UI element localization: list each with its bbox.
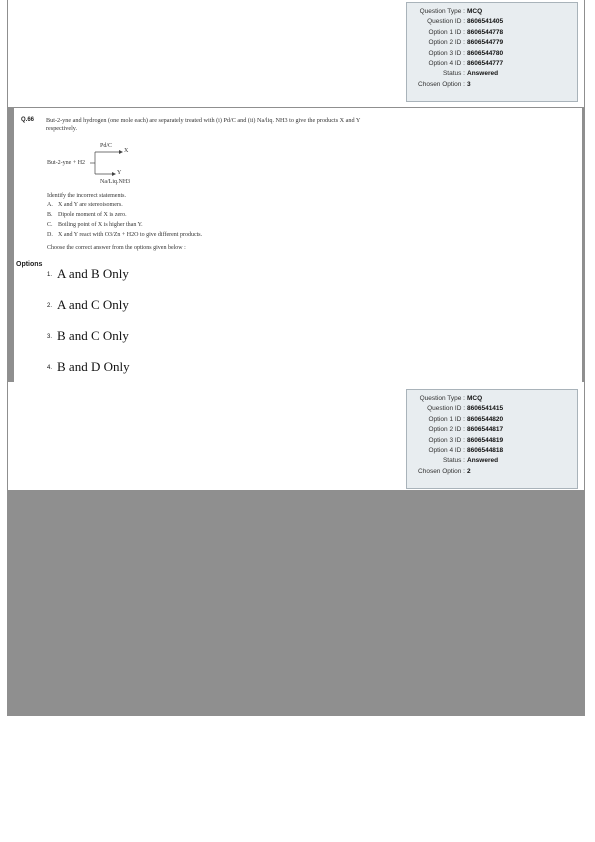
option-item xyxy=(47,359,130,375)
info-value: 8606544819 xyxy=(467,436,504,444)
info-row xyxy=(407,28,577,38)
question-panel xyxy=(14,108,582,382)
instruction: Identify the incorrect statements. xyxy=(47,193,126,199)
info-value: 8606544779 xyxy=(467,39,504,47)
info-row xyxy=(407,425,577,435)
info-row xyxy=(407,404,577,414)
info-key: Option 3 ID : xyxy=(428,49,465,57)
question-number: Q.66 xyxy=(21,117,35,123)
info-row xyxy=(407,80,577,90)
option-item xyxy=(47,328,129,344)
info-key: Option 1 ID : xyxy=(428,28,465,36)
question-info-box-bottom xyxy=(406,389,578,489)
statement-letter: D. xyxy=(47,232,53,238)
option-item xyxy=(47,266,129,282)
option-number: 4. xyxy=(47,365,53,372)
info-value: 8606541415 xyxy=(467,405,504,413)
statement-text: X and Y react with O3/Zn + H2O to give different products. xyxy=(58,232,203,238)
option-text: A and C Only xyxy=(57,297,129,312)
info-key: Option 2 ID : xyxy=(428,39,465,47)
statement-letter: A. xyxy=(47,202,53,208)
statement-item xyxy=(47,212,127,218)
info-row xyxy=(407,436,577,446)
info-row xyxy=(407,17,577,27)
info-row xyxy=(407,394,577,404)
statement-text: Dipole moment of X is zero. xyxy=(58,212,127,218)
option-text: A and B Only xyxy=(57,266,129,281)
info-row xyxy=(407,446,577,456)
info-value: 8606544777 xyxy=(467,60,504,68)
info-row xyxy=(407,38,577,48)
info-key: Option 4 ID : xyxy=(428,60,465,68)
info-value: 8606544780 xyxy=(467,49,504,57)
question-info-box-top xyxy=(406,2,578,102)
info-value: MCQ xyxy=(467,8,483,15)
statement-letter: C. xyxy=(47,222,53,228)
info-key: Status : xyxy=(442,70,465,78)
info-key: Question ID : xyxy=(427,405,465,413)
info-value: 8606544778 xyxy=(467,28,504,36)
info-row xyxy=(407,49,577,59)
info-row xyxy=(407,7,577,17)
info-value: Answered xyxy=(467,70,499,78)
info-value: 8606541405 xyxy=(467,18,504,26)
info-key: Chosen Option : xyxy=(418,80,465,88)
next-question-panel xyxy=(8,382,584,490)
options-label: Options xyxy=(16,261,43,268)
statement-item xyxy=(47,232,202,238)
info-value: 8606544817 xyxy=(467,426,504,434)
info-value: 3 xyxy=(467,80,471,88)
info-row xyxy=(407,59,577,69)
info-row xyxy=(407,415,577,425)
info-row xyxy=(407,69,577,79)
info-key: Question Type : xyxy=(419,395,465,402)
statement-item xyxy=(47,202,123,208)
info-key: Option 1 ID : xyxy=(428,415,465,423)
product-x: X xyxy=(124,148,129,154)
product-y: Y xyxy=(117,170,122,176)
info-key: Question Type : xyxy=(419,8,465,15)
option-number: 1. xyxy=(47,272,53,279)
info-value: MCQ xyxy=(467,395,483,402)
option-number: 2. xyxy=(47,303,53,310)
question-text: But-2-yne and hydrogen (one mole each) are separately treated with (i) Pd/C and (ii) Na/liq. NH3 to give the products X and Y respectively. xyxy=(46,117,361,132)
option-text: B and C Only xyxy=(57,328,129,343)
info-value: 8606544820 xyxy=(467,415,504,423)
info-value: 2 xyxy=(467,467,471,475)
option-number: 3. xyxy=(47,334,53,341)
statement-item xyxy=(47,222,143,228)
reagent-bottom: Na/Liq.NH3 xyxy=(100,179,131,185)
info-row xyxy=(407,467,577,477)
choose-instruction: Choose the correct answer from the options given below : xyxy=(47,245,186,251)
option-text: B and D Only xyxy=(57,359,130,374)
info-key: Option 3 ID : xyxy=(428,436,465,444)
statement-text: X and Y are stereoisomers. xyxy=(58,202,123,208)
info-key: Option 4 ID : xyxy=(428,447,465,455)
info-key: Question ID : xyxy=(427,18,465,26)
statement-letter: B. xyxy=(47,212,53,218)
reagent-top: Pd/C xyxy=(100,143,113,149)
previous-question-panel xyxy=(8,0,584,107)
option-item xyxy=(47,297,129,313)
info-key: Status : xyxy=(442,457,465,465)
statement-text: Boiling point of X is higher than Y. xyxy=(58,222,143,228)
info-row xyxy=(407,456,577,466)
info-value: Answered xyxy=(467,457,499,465)
info-value: 8606544818 xyxy=(467,447,504,455)
info-key: Chosen Option : xyxy=(418,467,465,475)
reactant: But-2-yne + H2 xyxy=(47,160,86,166)
info-key: Option 2 ID : xyxy=(428,426,465,434)
